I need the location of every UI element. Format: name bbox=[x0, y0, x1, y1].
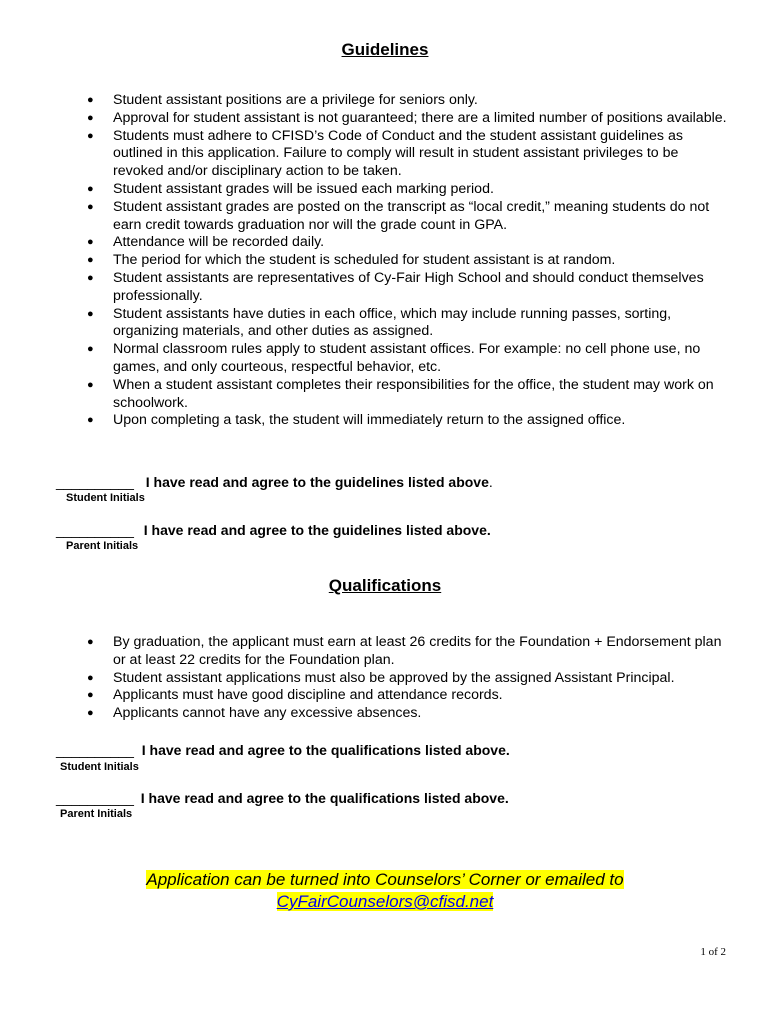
parent-initials-blank[interactable]: __________ bbox=[56, 522, 134, 538]
counselors-email-link[interactable]: CyFairCounselors@cfisd.net bbox=[276, 892, 494, 911]
list-item: ● Student assistants have duties in each office, which may include running passes, sorting, organizing materials, and other duties as assigned. bbox=[0, 306, 728, 342]
list-item: ● Students must adhere to CFISD’s Code of Conduct and the student assistant guidelines as outlined in this application. Failure to comply will result in student assistant privileges to be revoked and/or disciplinary action to be taken. bbox=[0, 128, 728, 181]
list-item: ● Applicants cannot have any excessive absences. bbox=[0, 705, 728, 723]
list-item: ● The period for which the student is scheduled for student assistant is at random. bbox=[0, 252, 728, 270]
acknowledgement-text: I have read and agree to the guidelines listed above. bbox=[143, 522, 491, 538]
acknowledgement-text: I have read and agree to the qualifications listed above. bbox=[141, 742, 510, 758]
list-item: ● Student assistants are representatives of Cy-Fair High School and should conduct themselves professionally. bbox=[0, 270, 728, 306]
acknowledgement-period: . bbox=[488, 474, 493, 490]
page-number: 1 of 2 bbox=[700, 946, 726, 958]
parent-initials-label: Parent Initials bbox=[60, 808, 133, 820]
guidelines-parent-acknowledgement bbox=[56, 522, 491, 538]
list-item: ● When a student assistant completes their responsibilities for the office, the student may work on schoolwork. bbox=[0, 377, 728, 413]
list-item: ● Attendance will be recorded daily. bbox=[0, 234, 728, 252]
qualifications-list bbox=[0, 634, 728, 723]
list-item: ● Student assistant grades are posted on the transcript as “local credit,” meaning students do not earn credit towards graduation nor will the grade count in GPA. bbox=[0, 199, 728, 235]
student-initials-blank[interactable]: __________ bbox=[56, 474, 134, 490]
list-item: ● Normal classroom rules apply to student assistant offices. For example: no cell phone use, no games, and only courteous, respectful behavior, etc. bbox=[0, 341, 728, 377]
list-item: ● Upon completing a task, the student will immediately return to the assigned office. bbox=[0, 412, 728, 430]
guidelines-student-acknowledgement bbox=[56, 474, 493, 490]
list-item: ● By graduation, the applicant must earn at least 26 credits for the Foundation + Endorsement plan or at least 22 credits for the Foundation plan. bbox=[0, 634, 728, 670]
list-item: ● Student assistant grades will be issued each marking period. bbox=[0, 181, 728, 199]
list-item: ● Approval for student assistant is not guaranteed; there are a limited number of positions available. bbox=[0, 110, 728, 128]
student-initials-label: Student Initials bbox=[66, 492, 145, 504]
list-item: ● Student assistant positions are a privilege for seniors only. bbox=[0, 92, 728, 110]
student-initials-label: Student Initials bbox=[60, 761, 139, 773]
qualifications-parent-acknowledgement bbox=[56, 790, 509, 806]
parent-initials-label: Parent Initials bbox=[66, 540, 139, 552]
notice-text: Application can be turned into Counselors’ Corner or emailed to bbox=[146, 870, 624, 889]
guidelines-list bbox=[0, 92, 728, 430]
list-item: ● Student assistant applications must also be approved by the assigned Assistant Principal. bbox=[0, 670, 728, 688]
acknowledgement-text: I have read and agree to the qualifications listed above. bbox=[140, 790, 509, 806]
qualifications-heading: Qualifications bbox=[328, 576, 442, 595]
student-initials-blank[interactable]: __________ bbox=[56, 742, 134, 758]
parent-initials-blank[interactable]: __________ bbox=[56, 790, 134, 806]
acknowledgement-text: I have read and agree to the guidelines listed above bbox=[145, 474, 489, 490]
submission-notice bbox=[0, 869, 770, 913]
qualifications-student-acknowledgement bbox=[56, 742, 510, 758]
list-item: ● Applicants must have good discipline and attendance records. bbox=[0, 687, 728, 705]
guidelines-heading: Guidelines bbox=[341, 40, 429, 59]
